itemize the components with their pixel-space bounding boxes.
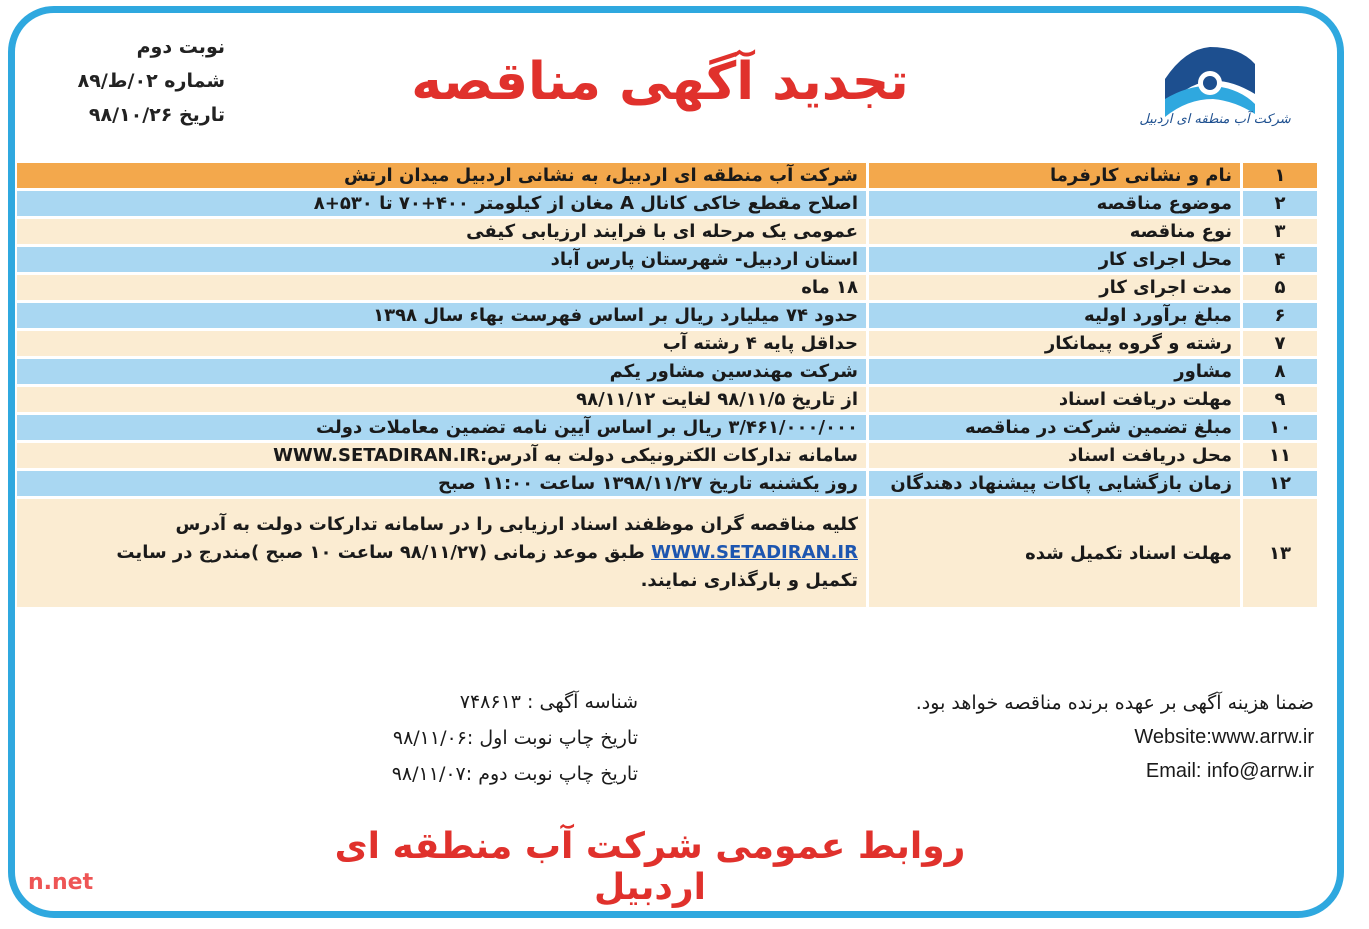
row-value: اصلاح مقطع خاکی کانال A مغان از کیلومتر ۴۰۰+۷۰ تا ۵۳۰+۸ bbox=[17, 191, 866, 216]
row-label: مدت اجرای کار bbox=[869, 275, 1240, 300]
website-link[interactable]: Website:www.arrw.ir bbox=[1134, 726, 1314, 748]
row13-line1: کلیه مناقصه گران موظفند اسناد ارزیابی را در سامانه تدارکات دولت به آدرس bbox=[175, 514, 858, 535]
watermark-text: n.net bbox=[28, 870, 94, 895]
table-row bbox=[17, 471, 1317, 496]
footer-ad-info bbox=[360, 684, 638, 792]
row-value bbox=[17, 499, 866, 607]
public-relations-title: روابط عمومی شرکت آب منطقه ای اردبیل bbox=[334, 826, 966, 908]
table-row bbox=[17, 331, 1317, 356]
table-row bbox=[17, 415, 1317, 440]
row-value: شرکت آب منطقه ای اردبیل، به نشانی اردبیل میدان ارتش bbox=[17, 163, 866, 188]
row13-line3: تکمیل و بارگذاری نمایند. bbox=[640, 570, 858, 591]
table-row bbox=[17, 275, 1317, 300]
row-label: نوع مناقصه bbox=[869, 219, 1240, 244]
print-date-1: تاریخ چاپ نوبت اول :۹۸/۱۱/۰۶ bbox=[392, 727, 638, 749]
row-label: مشاور bbox=[869, 359, 1240, 384]
issue-date: تاریخ ۹۸/۱۰/۲۶ bbox=[88, 104, 225, 126]
row-number: ۱۲ bbox=[1243, 471, 1317, 496]
cost-note: ضمنا هزینه آگهی بر عهده برنده مناقصه خواهد بود. bbox=[915, 692, 1314, 714]
row-value: عمومی یک مرحله ای با فرایند ارزیابی کیفی bbox=[17, 219, 866, 244]
row-number: ۲ bbox=[1243, 191, 1317, 216]
footer-contact bbox=[880, 686, 1314, 788]
row-label: محل دریافت اسناد bbox=[869, 443, 1240, 468]
table-row bbox=[17, 219, 1317, 244]
tender-table bbox=[14, 160, 1320, 610]
row-number: ۱۰ bbox=[1243, 415, 1317, 440]
row-label: زمان بازگشایی پاکات پیشنهاد دهندگان bbox=[869, 471, 1240, 496]
row-label: مهلت دریافت اسناد bbox=[869, 387, 1240, 412]
issue-info bbox=[70, 30, 225, 132]
table-row bbox=[17, 163, 1317, 188]
row-label: محل اجرای کار bbox=[869, 247, 1240, 272]
row13-line2 bbox=[25, 539, 858, 567]
row-number: ۱۱ bbox=[1243, 443, 1317, 468]
table-row bbox=[17, 247, 1317, 272]
row-number: ۶ bbox=[1243, 303, 1317, 328]
ad-id: شناسه آگهی : ۷۴۸۶۱۳ bbox=[459, 691, 638, 713]
row-number: ۱۳ bbox=[1243, 499, 1317, 607]
issue-round: نوبت دوم bbox=[136, 36, 225, 58]
row-number: ۱ bbox=[1243, 163, 1317, 188]
row-number: ۴ bbox=[1243, 247, 1317, 272]
table-row bbox=[17, 303, 1317, 328]
row-number: ۵ bbox=[1243, 275, 1317, 300]
table-row bbox=[17, 359, 1317, 384]
page-title: تجدید آگهی مناقصه bbox=[411, 52, 909, 112]
row-value: روز یکشنبه تاریخ ۱۳۹۸/۱۱/۲۷ ساعت ۱۱:۰۰ صبح bbox=[17, 471, 866, 496]
row-value: شرکت مهندسین مشاور یکم bbox=[17, 359, 866, 384]
row-number: ۳ bbox=[1243, 219, 1317, 244]
row-label: موضوع مناقصه bbox=[869, 191, 1240, 216]
table-row bbox=[17, 499, 1317, 607]
issue-number: شماره ۰۲/ط/۸۹ bbox=[77, 70, 225, 92]
row13-line2-text: طبق موعد زمانی (۹۸/۱۱/۲۷ ساعت ۱۰ صبح )مندرج در سایت bbox=[116, 542, 645, 563]
row-value: ۳/۴۶۱/۰۰۰/۰۰۰ ریال بر اساس آیین نامه تضمین معاملات دولت bbox=[17, 415, 866, 440]
row-value: ۱۸ ماه bbox=[17, 275, 866, 300]
row-value: حداقل پایه ۴ رشته آب bbox=[17, 331, 866, 356]
setadiran-link[interactable]: WWW.SETADIRAN.IR bbox=[651, 542, 858, 563]
table-row bbox=[17, 191, 1317, 216]
email-link[interactable]: Email: info@arrw.ir bbox=[1145, 760, 1314, 782]
logo-caption: شرکت آب منطقه ای اردبیل bbox=[1139, 112, 1291, 127]
row-label: نام و نشانی کارفرما bbox=[869, 163, 1240, 188]
row-value: استان اردبیل- شهرستان پارس آباد bbox=[17, 247, 866, 272]
row-label: مهلت اسناد تکمیل شده bbox=[869, 499, 1240, 607]
row-label: رشته و گروه پیمانکار bbox=[869, 331, 1240, 356]
row-value: از تاریخ ۹۸/۱۱/۵ لغایت ۹۸/۱۱/۱۲ bbox=[17, 387, 866, 412]
print-date-2: تاریخ چاپ نوبت دوم :۹۸/۱۱/۰۷ bbox=[391, 763, 638, 785]
row-value: حدود ۷۴ میلیارد ریال بر اساس فهرست بهاء سال ۱۳۹۸ bbox=[17, 303, 866, 328]
row-number: ۹ bbox=[1243, 387, 1317, 412]
row-number: ۸ bbox=[1243, 359, 1317, 384]
row-value: سامانه تدارکات الکترونیکی دولت به آدرس:WWW.SETADIRAN.IR bbox=[17, 443, 866, 468]
site-watermark bbox=[0, 720, 100, 920]
row-label: مبلغ برآورد اولیه bbox=[869, 303, 1240, 328]
table-row bbox=[17, 443, 1317, 468]
row-number: ۷ bbox=[1243, 331, 1317, 356]
row-label: مبلغ تضمین شرکت در مناقصه bbox=[869, 415, 1240, 440]
table-row bbox=[17, 387, 1317, 412]
